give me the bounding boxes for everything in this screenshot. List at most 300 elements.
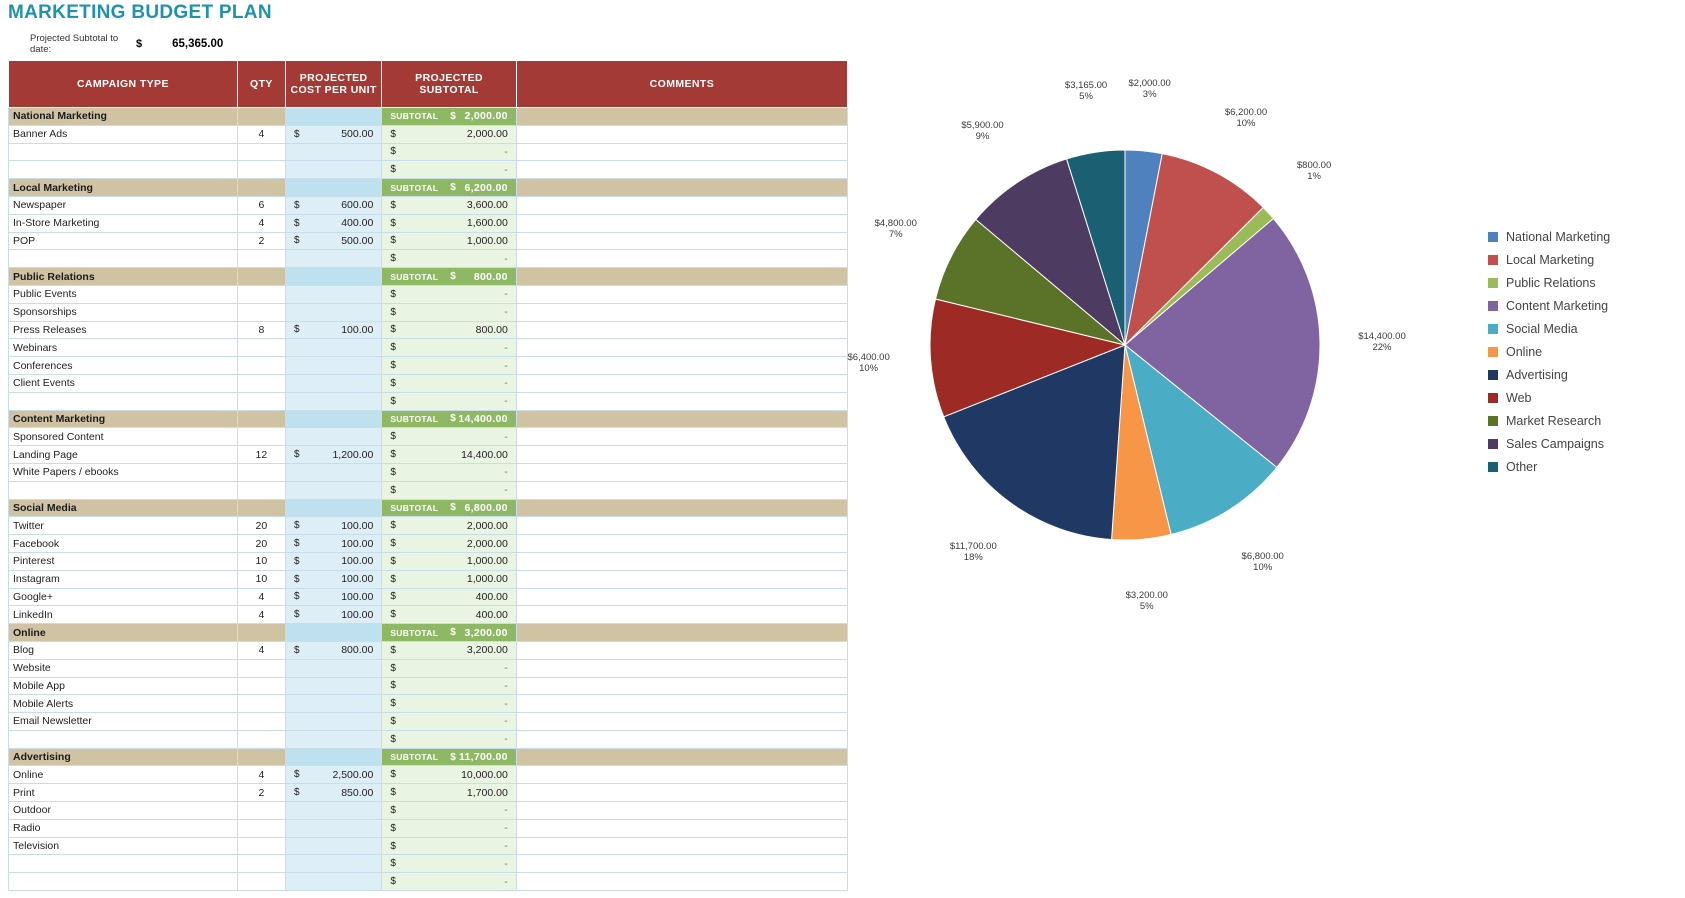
row-comments-cell[interactable]	[516, 428, 847, 446]
row-comments-cell[interactable]	[516, 855, 847, 873]
row-subtotal-cell[interactable]: $ 1,000.00	[382, 570, 516, 588]
row-qty-cell[interactable]: 20	[237, 517, 285, 535]
table-row	[9, 552, 848, 570]
group-name-cell: Content Marketing	[9, 410, 238, 428]
row-comments-cell[interactable]	[516, 730, 847, 748]
table-row	[9, 143, 848, 161]
row-name-cell[interactable]: Twitter	[9, 517, 238, 535]
row-subtotal-cell[interactable]: $ 400.00	[382, 588, 516, 606]
row-qty-cell[interactable]	[237, 837, 285, 855]
row-qty-cell[interactable]: 6	[237, 196, 285, 214]
row-subtotal-cell[interactable]: $ -	[382, 143, 516, 161]
legend-label: Other	[1506, 459, 1538, 474]
table-header-row	[9, 61, 848, 108]
row-cost-cell[interactable]: $ 500.00	[285, 125, 381, 143]
page-title: MARKETING BUDGET PLAN	[8, 2, 272, 23]
row-subtotal-cell[interactable]: $ -	[382, 837, 516, 855]
row-subtotal-cell[interactable]: $ 2,000.00	[382, 535, 516, 553]
projected-subtotal-currency: $	[136, 38, 143, 50]
row-comments-cell[interactable]	[516, 232, 847, 250]
row-comments-cell[interactable]	[516, 463, 847, 481]
row-subtotal-cell[interactable]: $ 14,400.00	[382, 446, 516, 464]
row-qty-cell[interactable]	[237, 285, 285, 303]
row-name-cell[interactable]: Outdoor	[9, 802, 238, 820]
row-comments-cell[interactable]	[516, 196, 847, 214]
row-name-cell[interactable]	[9, 873, 238, 891]
row-cost-cell[interactable]	[285, 802, 381, 820]
row-qty-cell[interactable]	[237, 819, 285, 837]
table-row	[9, 730, 848, 748]
row-subtotal-cell[interactable]: $ -	[382, 481, 516, 499]
row-comments-cell[interactable]	[516, 535, 847, 553]
row-subtotal-cell[interactable]: $ -	[382, 855, 516, 873]
group-name-cell: Social Media	[9, 499, 238, 517]
table-row	[9, 250, 848, 268]
group-name-cell: Online	[9, 624, 238, 642]
row-subtotal-cell[interactable]: $ 1,700.00	[382, 784, 516, 802]
group-comments-cell	[516, 108, 847, 126]
row-qty-cell[interactable]: 4	[237, 641, 285, 659]
table-row	[9, 855, 848, 873]
table-row	[9, 837, 848, 855]
row-subtotal-cell[interactable]: $ -	[382, 392, 516, 410]
group-cost-cell	[285, 748, 381, 766]
row-comments-cell[interactable]	[516, 161, 847, 179]
row-cost-cell[interactable]: $ 100.00	[285, 552, 381, 570]
row-name-cell[interactable]	[9, 161, 238, 179]
row-cost-cell[interactable]: $ 850.00	[285, 784, 381, 802]
table-row	[9, 428, 848, 446]
row-cost-cell[interactable]: $ 100.00	[285, 606, 381, 624]
table-row	[9, 392, 848, 410]
group-qty-cell	[237, 410, 285, 428]
row-name-cell[interactable]: LinkedIn	[9, 606, 238, 624]
table-row	[9, 606, 848, 624]
legend-item[interactable]	[1488, 317, 1678, 340]
row-cost-cell[interactable]: $ 100.00	[285, 535, 381, 553]
row-name-cell[interactable]	[9, 481, 238, 499]
table-row	[9, 641, 848, 659]
row-qty-cell[interactable]	[237, 713, 285, 731]
row-comments-cell[interactable]	[516, 784, 847, 802]
row-qty-cell[interactable]	[237, 855, 285, 873]
row-name-cell[interactable]: Sponsored Content	[9, 428, 238, 446]
row-qty-cell[interactable]: 20	[237, 535, 285, 553]
legend-label: Public Relations	[1506, 275, 1596, 290]
legend-item[interactable]	[1488, 271, 1678, 294]
row-subtotal-cell[interactable]: $ 10,000.00	[382, 766, 516, 784]
row-name-cell[interactable]: Press Releases	[9, 321, 238, 339]
row-name-cell[interactable]: Online	[9, 766, 238, 784]
table-row	[9, 196, 848, 214]
row-subtotal-cell[interactable]: $ 2,000.00	[382, 125, 516, 143]
row-name-cell[interactable]: Public Events	[9, 285, 238, 303]
row-name-cell[interactable]: POP	[9, 232, 238, 250]
table-row	[9, 766, 848, 784]
row-cost-cell[interactable]	[285, 873, 381, 891]
row-qty-cell[interactable]	[237, 250, 285, 268]
legend-label: Online	[1506, 344, 1543, 359]
row-qty-cell[interactable]	[237, 730, 285, 748]
row-cost-cell[interactable]	[285, 392, 381, 410]
row-qty-cell[interactable]: 4	[237, 125, 285, 143]
row-name-cell[interactable]: Conferences	[9, 357, 238, 375]
group-subtotal-cell: SUBTOTAL $ 6,800.00	[382, 499, 516, 517]
row-name-cell[interactable]: Radio	[9, 819, 238, 837]
group-subtotal-cell: SUBTOTAL $ 800.00	[382, 268, 516, 286]
row-qty-cell[interactable]	[237, 143, 285, 161]
group-name-cell: Advertising	[9, 748, 238, 766]
table-row	[9, 517, 848, 535]
table-row	[9, 357, 848, 375]
row-qty-cell[interactable]: 10	[237, 552, 285, 570]
row-name-cell[interactable]: Pinterest	[9, 552, 238, 570]
row-cost-cell[interactable]	[285, 303, 381, 321]
row-subtotal-cell[interactable]: $ 3,200.00	[382, 641, 516, 659]
row-cost-cell[interactable]: $ 2,500.00	[285, 766, 381, 784]
row-comments-cell[interactable]	[516, 214, 847, 232]
row-name-cell[interactable]: Blog	[9, 641, 238, 659]
row-subtotal-cell[interactable]: $ -	[382, 713, 516, 731]
row-comments-cell[interactable]	[516, 446, 847, 464]
projected-subtotal-value: 65,365.00	[172, 38, 224, 50]
pie-slice-label: $6,800.00 10%	[1241, 550, 1284, 573]
row-cost-cell[interactable]	[285, 161, 381, 179]
group-qty-cell	[237, 624, 285, 642]
table-row	[9, 784, 848, 802]
group-cost-cell	[285, 268, 381, 286]
row-cost-cell[interactable]	[285, 730, 381, 748]
row-cost-cell[interactable]	[285, 819, 381, 837]
row-cost-cell[interactable]	[285, 339, 381, 357]
row-qty-cell[interactable]: 4	[237, 214, 285, 232]
pie-slice-label: $800.00 1%	[1296, 159, 1332, 182]
row-comments-cell[interactable]	[516, 143, 847, 161]
row-subtotal-cell[interactable]: $ 1,600.00	[382, 214, 516, 232]
legend-item[interactable]	[1488, 455, 1678, 478]
table-row	[9, 214, 848, 232]
row-subtotal-cell[interactable]: $ -	[382, 428, 516, 446]
row-comments-cell[interactable]	[516, 285, 847, 303]
legend-swatch-icon	[1488, 278, 1498, 288]
row-name-cell[interactable]	[9, 855, 238, 873]
group-name-cell: Public Relations	[9, 268, 238, 286]
row-comments-cell[interactable]	[516, 552, 847, 570]
row-qty-cell[interactable]: 4	[237, 588, 285, 606]
header-qty: QTY	[237, 61, 285, 108]
pie-slice-label: $4,800.00 7%	[874, 217, 917, 240]
row-cost-cell[interactable]	[285, 481, 381, 499]
group-qty-cell	[237, 108, 285, 126]
row-comments-cell[interactable]	[516, 659, 847, 677]
row-cost-cell[interactable]: $ 100.00	[285, 588, 381, 606]
legend-label: Social Media	[1506, 321, 1578, 336]
row-subtotal-cell[interactable]: $ -	[382, 695, 516, 713]
row-subtotal-cell[interactable]: $ -	[382, 161, 516, 179]
row-comments-cell[interactable]	[516, 374, 847, 392]
row-cost-cell[interactable]	[285, 855, 381, 873]
group-comments-cell	[516, 624, 847, 642]
table-row	[9, 232, 848, 250]
legend-label: Content Marketing	[1506, 298, 1609, 313]
row-cost-cell[interactable]: $ 800.00	[285, 641, 381, 659]
pie-slice-label: $3,165.00 5%	[1064, 79, 1108, 102]
row-cost-cell[interactable]	[285, 695, 381, 713]
row-qty-cell[interactable]	[237, 392, 285, 410]
row-subtotal-cell[interactable]: $ -	[382, 873, 516, 891]
row-comments-cell[interactable]	[516, 481, 847, 499]
table-row	[9, 481, 848, 499]
pie-slice-label: $6,400.00 10%	[847, 351, 890, 374]
legend-item[interactable]	[1488, 386, 1678, 409]
table-group-row	[9, 179, 848, 197]
group-cost-cell	[285, 179, 381, 197]
projected-subtotal-summary	[30, 33, 223, 55]
row-name-cell[interactable]: Website	[9, 659, 238, 677]
row-qty-cell[interactable]	[237, 161, 285, 179]
row-cost-cell[interactable]	[285, 374, 381, 392]
table-row	[9, 339, 848, 357]
header-comments: COMMENTS	[516, 61, 847, 108]
legend-item[interactable]	[1488, 225, 1678, 248]
row-subtotal-cell[interactable]: $ -	[382, 659, 516, 677]
legend-label: Market Research	[1506, 413, 1602, 428]
row-name-cell[interactable]: Sponsorships	[9, 303, 238, 321]
table-body	[9, 108, 848, 891]
row-comments-cell[interactable]	[516, 517, 847, 535]
legend-swatch-icon	[1488, 232, 1498, 242]
row-subtotal-cell[interactable]: $ 3,600.00	[382, 196, 516, 214]
group-subtotal-cell: SUBTOTAL $ 14,400.00	[382, 410, 516, 428]
row-comments-cell[interactable]	[516, 713, 847, 731]
row-cost-cell[interactable]: $ 1,200.00	[285, 446, 381, 464]
row-cost-cell[interactable]: $ 500.00	[285, 232, 381, 250]
row-cost-cell[interactable]	[285, 659, 381, 677]
row-comments-cell[interactable]	[516, 641, 847, 659]
row-cost-cell[interactable]	[285, 677, 381, 695]
row-comments-cell[interactable]	[516, 357, 847, 375]
table-row	[9, 125, 848, 143]
table-row	[9, 161, 848, 179]
pie-slice-label: $5,900.00 9%	[961, 120, 1004, 143]
legend-swatch-icon	[1488, 462, 1498, 472]
header-projected-cost: PROJECTED COST PER UNIT	[285, 61, 381, 108]
legend-item[interactable]	[1488, 294, 1678, 317]
row-name-cell[interactable]	[9, 143, 238, 161]
group-cost-cell	[285, 624, 381, 642]
pie-slice-label: $3,200.00 5%	[1125, 590, 1168, 613]
legend-item[interactable]	[1488, 340, 1678, 363]
legend-label: Web	[1506, 390, 1532, 405]
table-row	[9, 535, 848, 553]
group-subtotal-cell: SUBTOTAL $ 2,000.00	[382, 108, 516, 126]
row-qty-cell[interactable]: 4	[237, 766, 285, 784]
legend-swatch-icon	[1488, 416, 1498, 426]
row-qty-cell[interactable]	[237, 873, 285, 891]
row-cost-cell[interactable]: $ 100.00	[285, 517, 381, 535]
row-subtotal-cell[interactable]: $ 800.00	[382, 321, 516, 339]
row-name-cell[interactable]: Client Events	[9, 374, 238, 392]
header-campaign-type: CAMPAIGN TYPE	[9, 61, 238, 108]
projected-subtotal-label: Projected Subtotal to date:	[30, 33, 119, 55]
legend-label: Sales Campaigns	[1506, 436, 1604, 451]
row-name-cell[interactable]: Mobile App	[9, 677, 238, 695]
row-cost-cell[interactable]	[285, 357, 381, 375]
legend-swatch-icon	[1488, 347, 1498, 357]
row-comments-cell[interactable]	[516, 766, 847, 784]
row-name-cell[interactable]: White Papers / ebooks	[9, 463, 238, 481]
group-cost-cell	[285, 108, 381, 126]
row-comments-cell[interactable]	[516, 339, 847, 357]
row-comments-cell[interactable]	[516, 873, 847, 891]
row-qty-cell[interactable]	[237, 659, 285, 677]
row-comments-cell[interactable]	[516, 695, 847, 713]
row-qty-cell[interactable]: 2	[237, 784, 285, 802]
row-comments-cell[interactable]	[516, 802, 847, 820]
table-group-row	[9, 624, 848, 642]
row-name-cell[interactable]: Banner Ads	[9, 125, 238, 143]
table-row	[9, 374, 848, 392]
row-name-cell[interactable]: Print	[9, 784, 238, 802]
row-cost-cell[interactable]	[285, 428, 381, 446]
row-subtotal-cell[interactable]: $ 2,000.00	[382, 517, 516, 535]
row-comments-cell[interactable]	[516, 606, 847, 624]
row-cost-cell[interactable]	[285, 143, 381, 161]
row-comments-cell[interactable]	[516, 837, 847, 855]
row-cost-cell[interactable]	[285, 837, 381, 855]
row-subtotal-cell[interactable]: $ -	[382, 730, 516, 748]
row-name-cell[interactable]: Google+	[9, 588, 238, 606]
legend-item[interactable]	[1488, 363, 1678, 386]
row-comments-cell[interactable]	[516, 570, 847, 588]
group-comments-cell	[516, 268, 847, 286]
row-subtotal-cell[interactable]: $ -	[382, 339, 516, 357]
pie-slice-label: $6,200.00 10%	[1224, 107, 1268, 130]
row-qty-cell[interactable]: 10	[237, 570, 285, 588]
row-comments-cell[interactable]	[516, 321, 847, 339]
row-qty-cell[interactable]	[237, 677, 285, 695]
row-qty-cell[interactable]	[237, 695, 285, 713]
row-cost-cell[interactable]	[285, 250, 381, 268]
row-subtotal-cell[interactable]: $ 1,000.00	[382, 232, 516, 250]
group-comments-cell	[516, 179, 847, 197]
row-qty-cell[interactable]	[237, 463, 285, 481]
row-comments-cell[interactable]	[516, 819, 847, 837]
row-name-cell[interactable]: In-Store Marketing	[9, 214, 238, 232]
group-subtotal-cell: SUBTOTAL $ 3,200.00	[382, 624, 516, 642]
row-subtotal-cell[interactable]: $ -	[382, 303, 516, 321]
row-subtotal-cell[interactable]: $ 400.00	[382, 606, 516, 624]
row-cost-cell[interactable]: $ 100.00	[285, 321, 381, 339]
row-cost-cell[interactable]: $ 400.00	[285, 214, 381, 232]
chart-legend	[1488, 225, 1678, 478]
legend-label: Local Marketing	[1506, 252, 1595, 267]
row-subtotal-cell[interactable]: $ 1,000.00	[382, 552, 516, 570]
legend-item[interactable]	[1488, 248, 1678, 271]
row-name-cell[interactable]: Mobile Alerts	[9, 695, 238, 713]
row-name-cell[interactable]	[9, 250, 238, 268]
group-cost-cell	[285, 499, 381, 517]
row-name-cell[interactable]: Newspaper	[9, 196, 238, 214]
table-row	[9, 463, 848, 481]
row-comments-cell[interactable]	[516, 250, 847, 268]
row-qty-cell[interactable]	[237, 357, 285, 375]
budget-table	[8, 60, 848, 891]
row-qty-cell[interactable]	[237, 339, 285, 357]
table-group-row	[9, 108, 848, 126]
table-row	[9, 321, 848, 339]
group-comments-cell	[516, 748, 847, 766]
row-subtotal-cell[interactable]: $ -	[382, 463, 516, 481]
table-group-row	[9, 410, 848, 428]
table-row	[9, 695, 848, 713]
legend-swatch-icon	[1488, 370, 1498, 380]
row-qty-cell[interactable]	[237, 802, 285, 820]
legend-swatch-icon	[1488, 255, 1498, 265]
row-qty-cell[interactable]	[237, 481, 285, 499]
row-name-cell[interactable]: Instagram	[9, 570, 238, 588]
legend-swatch-icon	[1488, 393, 1498, 403]
row-subtotal-cell[interactable]: $ -	[382, 357, 516, 375]
row-subtotal-cell[interactable]: $ -	[382, 374, 516, 392]
table-row	[9, 446, 848, 464]
legend-swatch-icon	[1488, 301, 1498, 311]
row-comments-cell[interactable]	[516, 677, 847, 695]
table-row	[9, 819, 848, 837]
row-comments-cell[interactable]	[516, 392, 847, 410]
row-name-cell[interactable]	[9, 730, 238, 748]
pie-slice-label: $11,700.00 18%	[949, 541, 997, 564]
row-name-cell[interactable]: Email Newsletter	[9, 713, 238, 731]
row-cost-cell[interactable]: $ 100.00	[285, 570, 381, 588]
row-qty-cell[interactable]	[237, 374, 285, 392]
row-qty-cell[interactable]: 2	[237, 232, 285, 250]
legend-swatch-icon	[1488, 439, 1498, 449]
row-name-cell[interactable]: Landing Page	[9, 446, 238, 464]
group-name-cell: National Marketing	[9, 108, 238, 126]
row-qty-cell[interactable]	[237, 428, 285, 446]
row-name-cell[interactable]: Webinars	[9, 339, 238, 357]
row-comments-cell[interactable]	[516, 303, 847, 321]
row-name-cell[interactable]	[9, 392, 238, 410]
row-qty-cell[interactable]: 8	[237, 321, 285, 339]
row-cost-cell[interactable]	[285, 713, 381, 731]
legend-label: Advertising	[1506, 367, 1568, 382]
row-name-cell[interactable]: Television	[9, 837, 238, 855]
row-cost-cell[interactable]: $ 600.00	[285, 196, 381, 214]
row-qty-cell[interactable]	[237, 303, 285, 321]
group-qty-cell	[237, 499, 285, 517]
table-row	[9, 677, 848, 695]
legend-item[interactable]	[1488, 409, 1678, 432]
row-cost-cell[interactable]	[285, 285, 381, 303]
group-qty-cell	[237, 179, 285, 197]
row-subtotal-cell[interactable]: $ -	[382, 819, 516, 837]
table-group-row	[9, 268, 848, 286]
legend-item[interactable]	[1488, 432, 1678, 455]
row-subtotal-cell[interactable]: $ -	[382, 250, 516, 268]
row-subtotal-cell[interactable]: $ -	[382, 677, 516, 695]
row-name-cell[interactable]: Facebook	[9, 535, 238, 553]
row-comments-cell[interactable]	[516, 125, 847, 143]
row-cost-cell[interactable]	[285, 463, 381, 481]
group-cost-cell	[285, 410, 381, 428]
row-qty-cell[interactable]: 12	[237, 446, 285, 464]
row-subtotal-cell[interactable]: $ -	[382, 285, 516, 303]
row-subtotal-cell[interactable]: $ -	[382, 802, 516, 820]
row-comments-cell[interactable]	[516, 588, 847, 606]
row-qty-cell[interactable]: 4	[237, 606, 285, 624]
